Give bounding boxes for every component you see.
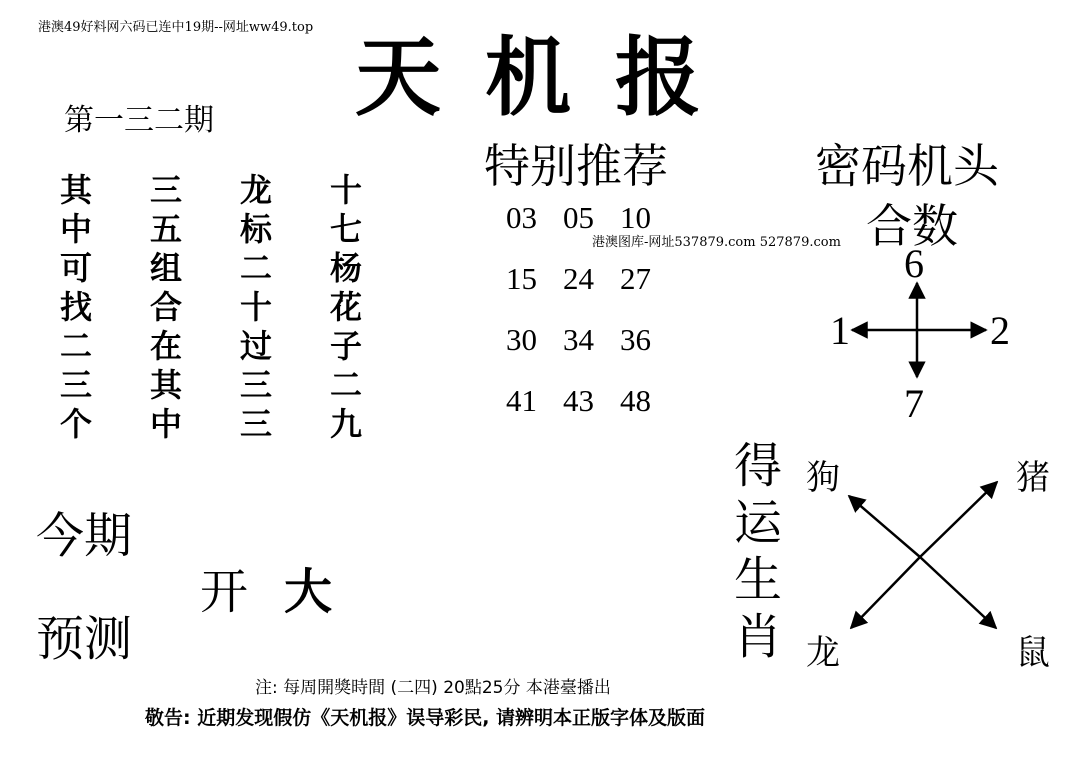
watermark-middle: 港澳图库-网址537879.com 527879.com (592, 235, 841, 250)
grid-cell: 合 (150, 288, 183, 326)
lucky-zodiac-label-char: 得 (733, 438, 782, 494)
recommend-number: 41 (506, 383, 537, 418)
masthead-title: 天机报 (355, 27, 745, 128)
grid-cell: 龙 (240, 171, 273, 209)
recommend-number: 30 (506, 322, 537, 357)
cross-number-left: 1 (830, 308, 850, 353)
grid-cell: 中 (60, 210, 93, 248)
grid-cell: 三 (240, 366, 273, 404)
zodiac-cross (849, 482, 997, 628)
prediction-line2: 预测 (36, 611, 133, 667)
issue-number: 第一三二期 (64, 103, 214, 138)
grid-cell: 三 (240, 405, 273, 443)
grid-cell: 在 (150, 327, 183, 365)
grid-cell: 标 (240, 210, 273, 248)
grid-cell: 二 (240, 249, 273, 287)
grid-cell: 三 (150, 171, 183, 209)
grid-cell: 二 (60, 327, 93, 365)
recommend-number: 03 (506, 200, 537, 235)
grid-cell: 三 (60, 366, 93, 404)
zodiac-bottom-right: 鼠 (1016, 633, 1050, 673)
cross-number-right: 2 (990, 308, 1010, 353)
recommend-number: 36 (620, 322, 651, 357)
recommend-number: 10 (620, 200, 651, 235)
arrow-down-left-icon (851, 557, 920, 628)
cross-number-top: 6 (904, 241, 924, 286)
prediction-word-big: 大 (284, 564, 333, 620)
arrow-up-left-icon (849, 496, 920, 557)
password-title: 密码机头 (815, 139, 999, 193)
zodiac-top-left: 狗 (806, 458, 840, 498)
grid-cell: 组 (150, 249, 183, 287)
password-subtitle: 合数 (866, 199, 958, 253)
grid-cell: 五 (150, 210, 183, 248)
grid-cell: 十 (330, 171, 363, 209)
recommend-number: 15 (506, 261, 537, 296)
grid-cell: 十 (240, 288, 273, 326)
cross-number-bottom: 7 (904, 381, 924, 426)
arrow-down-right-icon (920, 557, 996, 628)
grid-cell: 找 (60, 288, 93, 326)
recommend-number: 34 (563, 322, 594, 357)
grid-cell: 过 (240, 327, 273, 365)
warning-notice: 敬告: 近期发现假仿《天机报》误导彩民, 请辨明本正版字体及版面 (145, 707, 706, 729)
recommend-number: 43 (563, 383, 594, 418)
grid-cell: 七 (330, 210, 363, 248)
watermark-top: 港澳49好料网六码已连中19期--网址ww49.top (38, 20, 314, 35)
lucky-zodiac-label-char: 运 (733, 495, 782, 551)
grid-cell: 其 (150, 366, 183, 404)
recommend-number: 05 (563, 200, 594, 235)
grid-cell: 子 (330, 327, 363, 365)
recommend-title: 特别推荐 (484, 139, 668, 193)
grid-cell: 中 (150, 405, 183, 443)
lucky-zodiac-label-char: 生 (733, 552, 782, 608)
grid-cell: 杨 (330, 249, 363, 287)
grid-cell: 其 (60, 171, 93, 209)
recommend-number: 27 (620, 261, 651, 296)
grid-cell: 九 (330, 405, 363, 443)
prediction-line1: 今期 (36, 508, 133, 564)
recommend-number: 48 (620, 383, 651, 418)
password-cross (852, 283, 986, 377)
grid-cell: 二 (330, 366, 363, 404)
arrow-up-right-icon (920, 482, 997, 557)
lucky-zodiac-label-char: 肖 (733, 609, 782, 665)
prediction-word-open: 开 (200, 564, 249, 620)
recommend-number: 24 (563, 261, 594, 296)
grid-cell: 花 (330, 288, 363, 326)
grid-cell: 个 (60, 405, 93, 443)
broadcast-note: 注: 每周開獎時間 (二四) 20點25分 本港臺播出 (255, 678, 611, 698)
zodiac-top-right: 猪 (1016, 458, 1050, 498)
grid-cell: 可 (60, 249, 93, 287)
zodiac-bottom-left: 龙 (806, 633, 840, 673)
